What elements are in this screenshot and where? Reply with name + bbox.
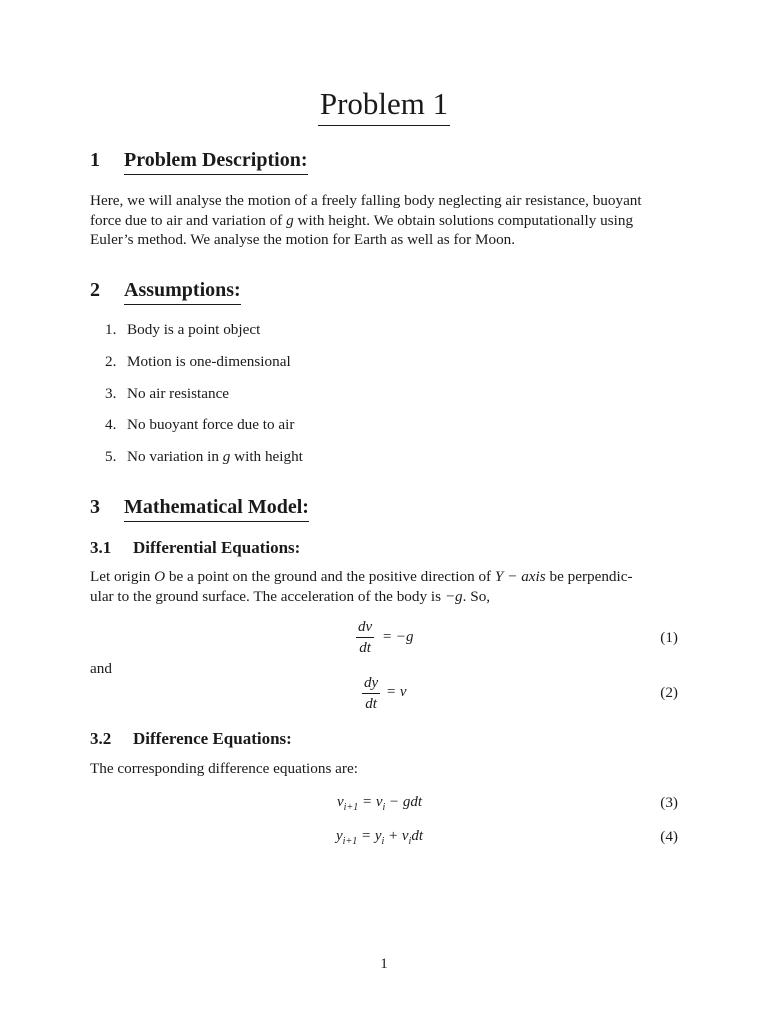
list-item: 5. No variation in g with height — [105, 448, 303, 465]
section-number: 1 — [90, 149, 100, 171]
paragraph-line: ular to the ground surface. The acceleration of the body is −g. So, — [90, 587, 491, 605]
subsection-heading-differential-equations: 3.1 Differential Equations: — [90, 538, 301, 557]
differential-intro-paragraph — [90, 567, 682, 606]
subsection-heading-difference-equations: 3.2 Difference Equations: — [90, 729, 292, 748]
page-number: 1 — [380, 956, 388, 972]
equation-1-rhs: = −g — [382, 629, 414, 645]
section-number: 3 — [90, 496, 100, 518]
list-item: 4. No buoyant force due to air — [105, 416, 295, 433]
list-item: 3. No air resistance — [105, 385, 230, 402]
section-title: Problem Description: — [124, 148, 308, 175]
equation-1-label: (1) — [660, 629, 678, 646]
section-heading-mathematical-model — [90, 495, 309, 522]
paragraph-line: Here, we will analyse the motion of a freely falling body neglecting air resistance, buoyant — [90, 192, 642, 209]
equation-1-fraction: $\frac{dv}{dt}$ — [358, 619, 373, 656]
equation-4-label: (4) — [660, 828, 678, 845]
and-text: and — [90, 660, 112, 677]
list-item: 2. Motion is one-dimensional — [105, 353, 291, 370]
section-heading-problem-description — [90, 148, 308, 175]
equation-3-label: (3) — [660, 794, 678, 811]
problem-description-paragraph — [90, 191, 682, 250]
section-number: 2 — [90, 279, 100, 301]
equation-2-label: (2) — [660, 684, 678, 701]
paragraph-line: Let origin O be a point on the ground and the positive direction of Y − axis be perpendic- — [90, 568, 633, 585]
equation-3: $v_{i+1} = v_i$ − gdt — [337, 794, 423, 813]
equation-4: $y_{i+1} = y_i + v_idt$ — [336, 828, 423, 847]
paragraph-line: Euler’s method. We analyse the motion for Earth as well as for Moon. — [90, 231, 516, 248]
section-heading-assumptions — [90, 278, 241, 305]
equation-2-fraction: $\frac{dy}{dt}$ — [364, 675, 379, 712]
equation-2-rhs: = v — [386, 684, 407, 700]
paragraph-line: force due to air and variation of g with height. We obtain solutions computationally using — [90, 211, 634, 229]
list-item: 1. Body is a point object — [105, 321, 261, 338]
section-title: Assumptions: — [124, 278, 241, 305]
section-title: Mathematical Model: — [124, 495, 309, 522]
difference-intro-paragraph: The corresponding difference equations are: — [90, 760, 358, 777]
document-title: Problem 1 — [0, 86, 768, 126]
